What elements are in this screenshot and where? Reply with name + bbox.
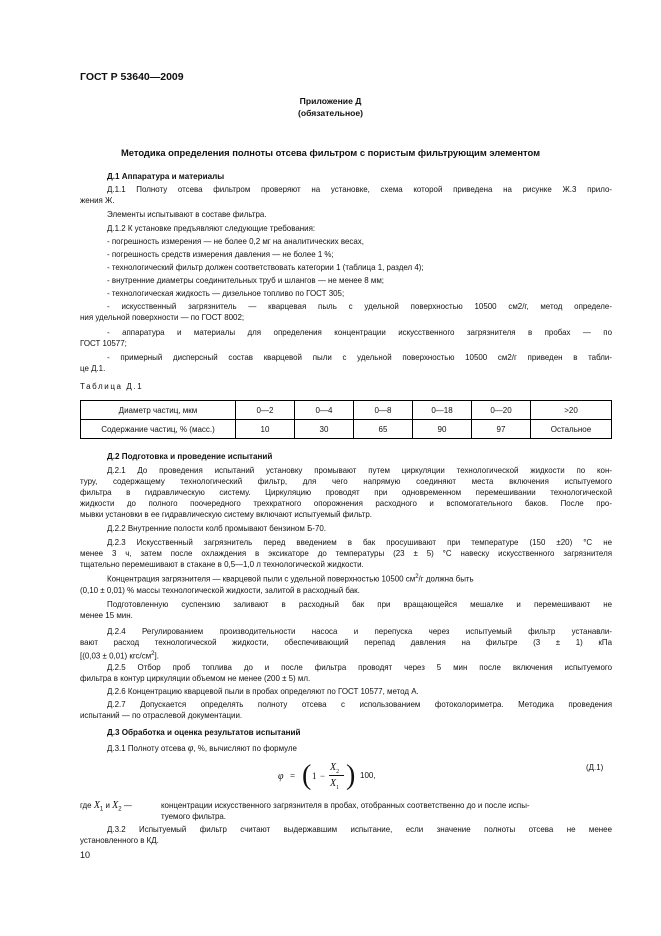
table-cell: 0—18 [413,401,472,420]
list-item: ГОСТ 10577; [80,339,127,348]
text-run: Концентрация загрязнителя — кварцевой пыли с удельной поверхностью 10500 см [107,574,416,584]
paragraph-line: туру, содержащему технологический фильтр, для чего напрямую соединяют места включения испытуемого [80,477,612,486]
text-run: ]. [154,651,159,661]
list-item: - искусственный загрязнитель — кварцевая пыль с удельной поверхностью 10500 см2/г, метод определе- [107,302,612,311]
table-caption: Таблица Д.1 [80,382,144,391]
table-cell: Остальное [531,420,612,439]
particle-size-table [80,400,612,439]
document-header: ГОСТ Р 53640—2009 [80,71,184,83]
paragraph-line [107,572,474,585]
table-cell: 0—20 [472,401,531,420]
table-cell: 90 [413,420,472,439]
paragraph-line: Д.2.6 Концентрацию кварцевой пыли в пробах определяют по ГОСТ 10577, метод А. [107,687,419,696]
document-title: Методика определения полноты отсева фильтром с пористым фильтрующим элементом [120,147,541,158]
table-row [81,420,612,439]
subscript: 1 [99,806,104,813]
section-heading-d2: Д.2 Подготовка и проведение испытаний [107,452,273,461]
paragraph-line: жения Ж. [80,196,115,205]
where-line: туемого фильтра. [161,812,227,821]
list-item: це Д.1. [80,364,106,373]
text-run: [(0,03 ± 0,01) кгс/см [80,651,152,661]
subscript: 1 [336,784,340,791]
where-clause [80,800,132,816]
paragraph-line: Д.2.3 Искусственный загрязнитель перед введением в бак просушивают при температуре (150 ±20) °С не [107,538,612,547]
table-row [81,401,612,420]
appendix-status: (обязательное) [297,108,364,118]
table-cell: 30 [295,420,354,439]
formula-numerator [330,762,339,775]
table-cell: 10 [236,420,295,439]
text-run: , %, вычисляют по формуле [193,744,297,753]
table-cell: 97 [472,420,531,439]
superscript: 2 [151,651,155,657]
paragraph-line [107,743,297,754]
list-item: - аппаратура и материалы для определения концентрации искусственного загрязнителя в пробах — по [107,328,612,337]
paragraph-line: Д.2.5 Отбор проб топлива до и после фильтра проводят через 5 мин после включения испытуемого [107,663,612,672]
table-cell: 0—8 [354,401,413,420]
subscript: 2 [336,768,340,775]
table-cell: 65 [354,420,413,439]
x2-symbol: X [330,762,337,773]
x2-symbol: X [112,800,119,811]
where-line: концентрации искусственного загрязнителя в пробах, отобранных соответственно до и после испы- [161,801,530,810]
paren-right: ) [346,760,356,791]
paragraph-line: (0,10 ± 0,01) % массы технологической жидкости, залитой в расходный бак. [80,586,360,595]
formula-d1 [278,762,418,796]
list-item: - внутренние диаметры соединительных труб и шлангов — не менее 8 мм; [107,276,385,285]
table-cell: >20 [531,401,612,420]
paragraph-line: вают расход технологической жидкости, обеспечивающий перепад давления на фильтре (3 ± 1) кПа [80,638,612,647]
paragraph-line: фильтра в контур циркуляции объемом не менее (200 ± 5) мл. [80,674,311,683]
list-item: - погрешность измерения — не более 0,2 мг на аналитических весах, [107,237,364,246]
table-cell: 0—4 [295,401,354,420]
text-run: где [80,801,92,810]
x1-symbol: X [330,778,337,789]
paragraph-line: Д.1.1 Полноту отсева фильтром проверяют на установке, схема которой приведена на рисунке Ж.3 прило- [107,185,612,194]
formula-number: (Д.1) [586,763,604,772]
paragraph-line: Д.2.7 Допускается определять полноту отсева с использованием фотоколориметра. Методика проведения [107,700,612,709]
page-number: 10 [80,850,91,860]
section-heading-d1: Д.1 Аппаратура и материалы [107,172,225,181]
paragraph-line [80,649,159,662]
list-item: - погрешность средств измерения давления — не более 1 %; [107,250,334,259]
paragraph-line: Д.2.2 Внутренние полости колб промывают бензином Б-70. [107,524,326,533]
paragraph-line: фильтра в гидравлическую систему. Циркуляцию проводят при одновременном перемешивании технологической [80,488,612,497]
paragraph-line: Д.3.2 Испытуемый фильтр считают выдержавшим испытание, если значение полноты отсева не менее [107,825,612,834]
paragraph-line: тщательно перемешивают в стакане в 0,5—1,0 л технологической жидкости. [80,560,364,569]
text-run: Д.3.1 Полноту отсева [107,744,186,753]
paragraph-line: Д.1.2 К установке предъявляют следующие требования: [107,224,316,233]
table-cell: Диаметр частиц, мкм [81,401,236,420]
list-item: - примерный дисперсный состав кварцевой пыли с удельной поверхностью 10500 см2/г приведен в табли- [107,353,612,362]
formula-lhs: φ [278,771,284,782]
formula-factor: 100, [360,771,376,780]
paragraph-line: Подготовленную суспензию заливают в расходный бак при вращающейся мешалке и перемешивают не [107,600,612,609]
fraction-bar [329,775,344,776]
paragraph-line: Элементы испытывают в составе фильтра. [107,210,267,219]
list-item: - технологическая жидкость — дизельное топливо по ГОСТ 305; [107,289,345,298]
paragraph-line: испытаний — по отраслевой документации. [80,711,243,720]
superscript: 2 [415,574,419,580]
x1-symbol: X [93,800,100,811]
subscript: 2 [118,806,122,813]
formula-denominator [330,778,339,791]
formula-equals: = [290,771,296,781]
text-run: и [105,801,110,810]
paragraph-line: менее 3 ч, затем после охлаждения в эксикаторе до температуры (23 ± 5) °С навеску искусственного загрязнителя [80,549,612,558]
list-item: ния удельной поверхности — по ГОСТ 8002; [80,313,245,322]
table-cell: 0—2 [236,401,295,420]
section-heading-d3: Д.3 Обработка и оценка результатов испытаний [107,728,301,737]
paragraph-line: Д.2.4 Регулированием производительности насоса и перепуска через испытуемый фильтр устанавли- [107,627,612,636]
paragraph-line: Д.2.1 До проведения испытаний установку промывают путем циркуляции технологической жидкости по кон- [107,466,612,475]
phi-symbol: φ [187,743,194,754]
paragraph-line: мывки установки в ее гидравлическую систему включают испытуемый фильтр. [80,510,372,519]
paragraph-line: жидкости до полного поочередного трехкратного опорожнения расходного и вспомогательного баков. После про- [80,499,612,508]
text-run: — [123,801,132,810]
paragraph-line: менее 15 мин. [80,611,133,620]
paren-left: ( [302,760,312,791]
table-cell: Содержание частиц, % (масс.) [81,420,236,439]
formula-minus: − [320,771,326,781]
formula-one: 1 [312,771,317,781]
list-item: - технологический фильтр должен соответствовать категории 1 (таблица 1, раздел 4); [107,263,424,272]
paragraph-line: установленного в КД. [80,836,159,845]
text-run: /г должна быть [418,574,474,584]
appendix-title: Приложение Д [299,96,362,106]
